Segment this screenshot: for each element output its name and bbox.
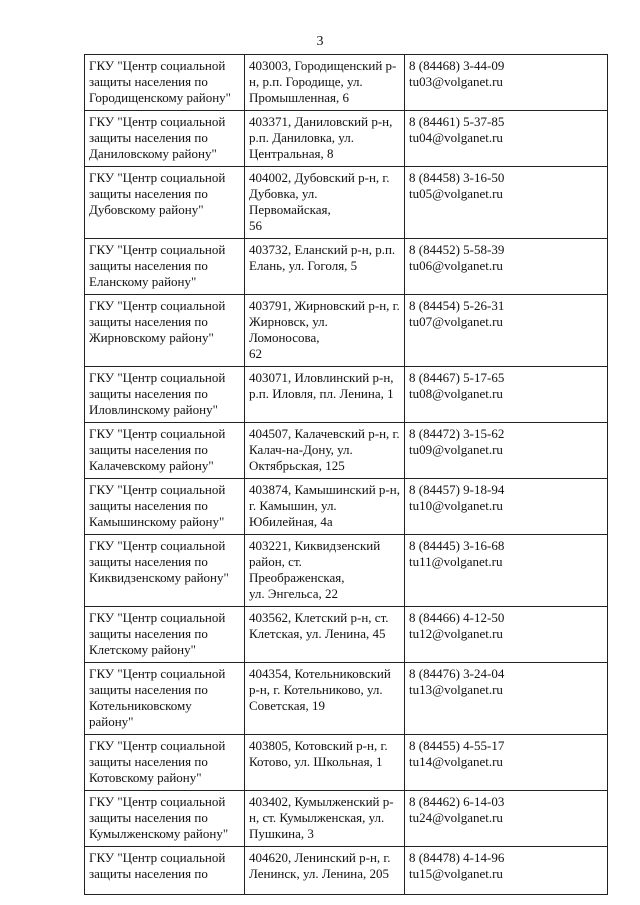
address-text: 403791, Жирновский р-н, г. Жирновск, ул. Ломоносова, 62 [249, 298, 400, 361]
address-cell [245, 167, 405, 239]
email-address: tu09@volganet.ru [409, 442, 503, 457]
table-row [85, 607, 608, 663]
email-address: tu24@volganet.ru [409, 810, 503, 825]
email-address: tu04@volganet.ru [409, 130, 503, 145]
organization-name: ГКУ "Центр социальной защиты населения по Котовскому району" [89, 738, 226, 785]
address-text: 403732, Еланский р-н, р.п. Елань, ул. Гоголя, 5 [249, 242, 396, 273]
organization-cell [85, 367, 245, 423]
email-address: tu07@volganet.ru [409, 314, 503, 329]
organization-name: ГКУ "Центр социальной защиты населения по Городищенскому району" [89, 58, 231, 105]
address-text: 403221, Киквидзенский район, ст. Преображенская, ул. Энгельса, 22 [249, 538, 381, 601]
phone-number: 8 (84457) 9-18-94 [409, 482, 505, 497]
organization-name: ГКУ "Центр социальной защиты населения по [89, 850, 226, 881]
organization-cell [85, 535, 245, 607]
organization-cell [85, 55, 245, 111]
organization-name: ГКУ "Центр социальной защиты населения по Клетскому району" [89, 610, 226, 657]
phone-number: 8 (84476) 3-24-04 [409, 666, 505, 681]
phone-number: 8 (84462) 6-14-03 [409, 794, 505, 809]
organization-cell [85, 295, 245, 367]
social-protection-centers-table [84, 54, 608, 895]
table-row [85, 367, 608, 423]
organization-name: ГКУ "Центр социальной защиты населения по Киквидзенскому району" [89, 538, 229, 585]
address-text: 403874, Камышинский р-н, г. Камышин, ул. Юбилейная, 4а [249, 482, 400, 529]
contact-cell [405, 111, 608, 167]
organization-name: ГКУ "Центр социальной защиты населения по Калачевскому району" [89, 426, 226, 473]
table-row [85, 239, 608, 295]
phone-number: 8 (84478) 4-14-96 [409, 850, 505, 865]
phone-number: 8 (84452) 5-58-39 [409, 242, 505, 257]
phone-number: 8 (84468) 3-44-09 [409, 58, 505, 73]
organization-name: ГКУ "Центр социальной защиты населения по Кумылженскому району" [89, 794, 229, 841]
email-address: tu05@volganet.ru [409, 186, 503, 201]
contact-cell [405, 847, 608, 895]
organization-name: ГКУ "Центр социальной защиты населения по Котельниковскому району" [89, 666, 226, 729]
address-text: 403562, Клетский р-н, ст. Клетская, ул. Ленина, 45 [249, 610, 389, 641]
email-address: tu10@volganet.ru [409, 498, 503, 513]
address-cell [245, 111, 405, 167]
organization-cell [85, 735, 245, 791]
email-address: tu11@volganet.ru [409, 554, 503, 569]
organization-cell [85, 847, 245, 895]
table-row [85, 111, 608, 167]
organization-cell [85, 663, 245, 735]
organization-name: ГКУ "Центр социальной защиты населения по Еланскому району" [89, 242, 226, 289]
email-address: tu06@volganet.ru [409, 258, 503, 273]
contact-cell [405, 367, 608, 423]
contact-cell [405, 167, 608, 239]
phone-number: 8 (84455) 4-55-17 [409, 738, 505, 753]
address-text: 403805, Котовский р-н, г. Котово, ул. Школьная, 1 [249, 738, 388, 769]
address-cell [245, 423, 405, 479]
address-cell [245, 367, 405, 423]
phone-number: 8 (84466) 4-12-50 [409, 610, 505, 625]
organization-name: ГКУ "Центр социальной защиты населения по Камышинскому району" [89, 482, 226, 529]
address-text: 403371, Даниловский р-н, р.п. Даниловка, ул. Центральная, 8 [249, 114, 393, 161]
table-row [85, 295, 608, 367]
phone-number: 8 (84461) 5-37-85 [409, 114, 505, 129]
address-text: 404620, Ленинский р-н, г. Ленинск, ул. Ленина, 205 [249, 850, 391, 881]
organization-cell [85, 607, 245, 663]
address-cell [245, 239, 405, 295]
email-address: tu03@volganet.ru [409, 74, 503, 89]
organization-cell [85, 239, 245, 295]
address-cell [245, 295, 405, 367]
table-row [85, 735, 608, 791]
table-row [85, 55, 608, 111]
phone-number: 8 (84458) 3-16-50 [409, 170, 505, 185]
organization-cell [85, 111, 245, 167]
contact-cell [405, 479, 608, 535]
table-row [85, 535, 608, 607]
contact-cell [405, 535, 608, 607]
contact-cell [405, 735, 608, 791]
organization-cell [85, 479, 245, 535]
email-address: tu12@volganet.ru [409, 626, 503, 641]
contact-cell [405, 607, 608, 663]
organization-name: ГКУ "Центр социальной защиты населения по Жирновскому району" [89, 298, 226, 345]
email-address: tu13@volganet.ru [409, 682, 503, 697]
table-body [85, 55, 608, 895]
address-cell [245, 735, 405, 791]
address-text: 404507, Калачевский р-н, г. Калач-на-Дону, ул. Октябрьская, 125 [249, 426, 400, 473]
contact-cell [405, 55, 608, 111]
table-row [85, 423, 608, 479]
organization-name: ГКУ "Центр социальной защиты населения по Даниловскому району" [89, 114, 226, 161]
phone-number: 8 (84472) 3-15-62 [409, 426, 505, 441]
address-text: 403071, Иловлинский р-н, р.п. Иловля, пл. Ленина, 1 [249, 370, 394, 401]
table-row [85, 791, 608, 847]
organization-name: ГКУ "Центр социальной защиты населения по Иловлинскому району" [89, 370, 226, 417]
organization-name: ГКУ "Центр социальной защиты населения по Дубовскому району" [89, 170, 226, 217]
address-cell [245, 663, 405, 735]
email-address: tu08@volganet.ru [409, 386, 503, 401]
address-cell [245, 479, 405, 535]
table-row [85, 479, 608, 535]
address-cell [245, 535, 405, 607]
table-row [85, 167, 608, 239]
organization-cell [85, 791, 245, 847]
table-row [85, 663, 608, 735]
table-row [85, 847, 608, 895]
contact-cell [405, 239, 608, 295]
organization-cell [85, 167, 245, 239]
phone-number: 8 (84467) 5-17-65 [409, 370, 505, 385]
phone-number: 8 (84454) 5-26-31 [409, 298, 505, 313]
address-cell [245, 847, 405, 895]
contact-cell [405, 791, 608, 847]
phone-number: 8 (84445) 3-16-68 [409, 538, 505, 553]
page-number: 3 [316, 34, 324, 49]
organization-cell [85, 423, 245, 479]
contact-cell [405, 663, 608, 735]
address-cell [245, 791, 405, 847]
email-address: tu14@volganet.ru [409, 754, 503, 769]
contact-cell [405, 423, 608, 479]
address-text: 403003, Городищенский р- н, р.п. Городище, ул. Промышленная, 6 [249, 58, 397, 105]
address-cell [245, 55, 405, 111]
address-text: 404002, Дубовский р-н, г. Дубовка, ул. Первомайская, 56 [249, 170, 390, 233]
address-cell [245, 607, 405, 663]
address-text: 403402, Кумылженский р- н, ст. Кумылженская, ул. Пушкина, 3 [249, 794, 394, 841]
email-address: tu15@volganet.ru [409, 866, 503, 881]
contact-cell [405, 295, 608, 367]
address-text: 404354, Котельниковский р-н, г. Котельниково, ул. Советская, 19 [249, 666, 391, 713]
